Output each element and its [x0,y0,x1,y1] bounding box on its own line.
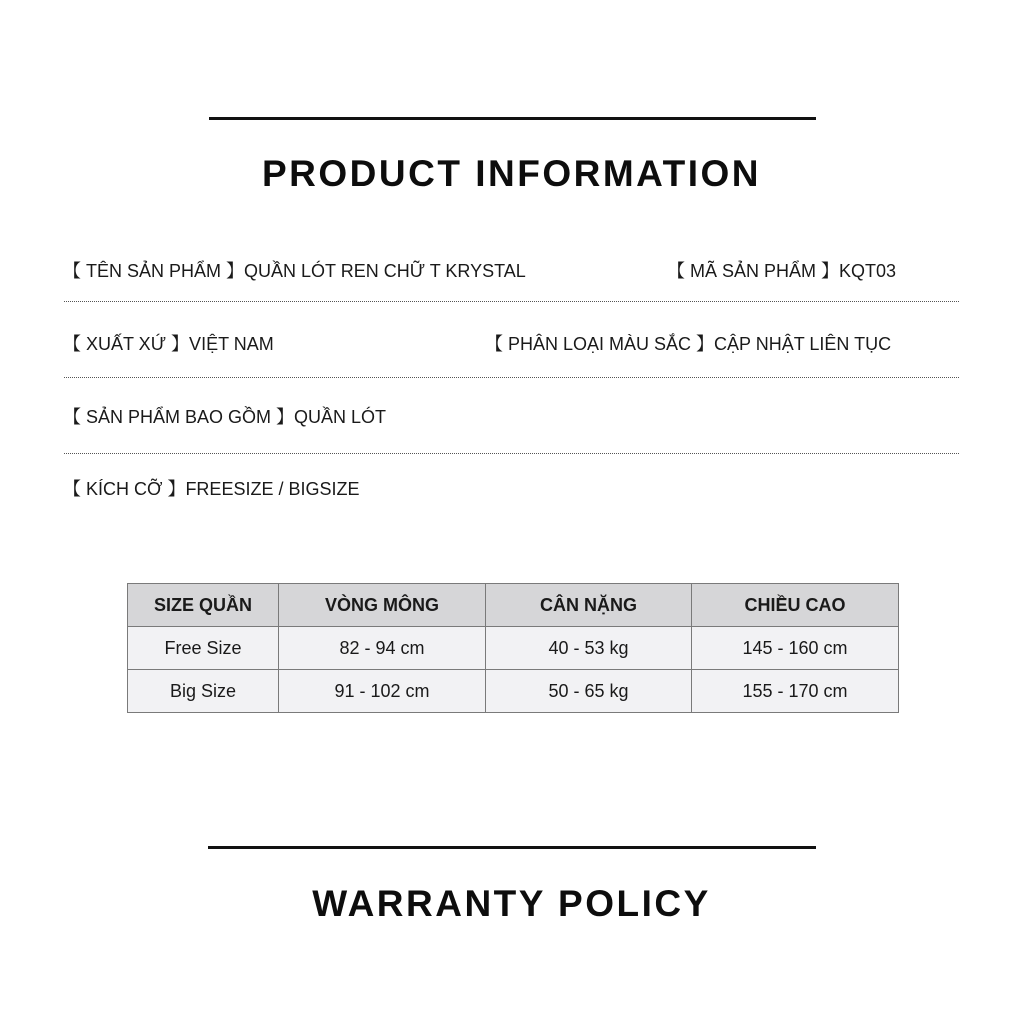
product-code-text: 【 MÃ SẢN PHẨM 】KQT03 [667,261,897,281]
dotted-divider [64,301,959,302]
color-category-text: 【 PHÂN LOẠI MÀU SẮC 】CẬP NHẬT LIÊN TỤC [485,334,892,354]
includes-text: 【 SẢN PHẨM BAO GỒM 】QUẦN LÓT [63,407,387,427]
size-chart-table [127,583,899,713]
info-row-origin-color [63,330,959,360]
cell-size: Free Size [128,627,279,670]
table-row [128,627,899,670]
origin-text: 【 XUẤT XỨ 】VIỆT NAM [63,334,274,354]
cell-height: 145 - 160 cm [692,627,899,670]
product-information-title: PRODUCT INFORMATION [262,153,761,194]
cell-hip: 82 - 94 cm [279,627,486,670]
cell-weight: 50 - 65 kg [486,670,692,713]
cell-weight: 40 - 53 kg [486,627,692,670]
info-row-includes [63,403,959,433]
info-row-size [63,475,959,505]
cell-hip: 91 - 102 cm [279,670,486,713]
warranty-policy-title: WARRANTY POLICY [312,883,711,924]
header-size: SIZE QUẦN [128,584,279,627]
info-row-name-code [63,257,959,287]
header-hip: VÒNG MÔNG [279,584,486,627]
dotted-divider [64,377,959,378]
table-row [128,670,899,713]
dotted-divider [64,453,959,454]
header-height: CHIỀU CAO [692,584,899,627]
top-divider-line [209,117,816,120]
cell-size: Big Size [128,670,279,713]
bottom-divider-line [208,846,816,849]
header-weight: CÂN NẶNG [486,584,692,627]
table-header-row [128,584,899,627]
size-text: 【 KÍCH CỠ 】FREESIZE / BIGSIZE [63,479,360,499]
product-name-text: 【 TÊN SẢN PHẨM 】QUẦN LÓT REN CHỮ T KRYSTAL [63,261,526,281]
cell-height: 155 - 170 cm [692,670,899,713]
